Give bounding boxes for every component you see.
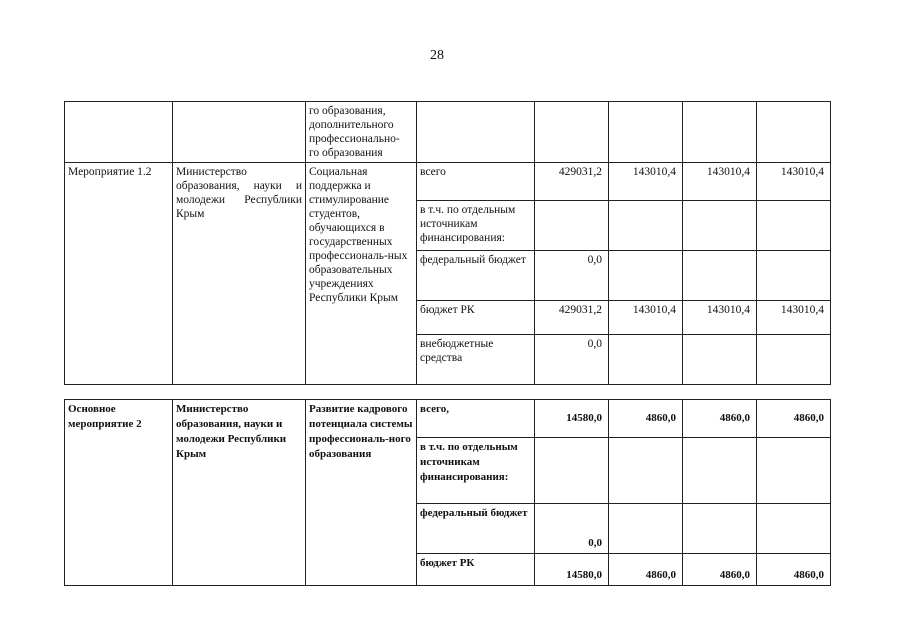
value-cell: [535, 201, 609, 251]
executor-cell: Министерство образования, науки и молодежи Республики Крым: [173, 400, 306, 586]
event-name-cell: Развитие кадрового потенциала системы профессиональ-ного образования: [306, 400, 417, 586]
source-cell: всего: [417, 163, 535, 201]
value-cell: [683, 251, 757, 301]
value-cell: 4860,0: [609, 554, 683, 586]
value-cell: 429031,2: [535, 163, 609, 201]
value-cell: 143010,4: [757, 301, 831, 335]
value-cell: [683, 438, 757, 504]
value-cell: 0,0: [535, 251, 609, 301]
continuation-text: го образования, дополнительного профессионально- го образования: [306, 102, 417, 163]
value-cell: [757, 504, 831, 554]
source-cell: федеральный бюджет: [417, 251, 535, 301]
source-cell: в т.ч. по отдельным источникам финансирования:: [417, 201, 535, 251]
value-cell: [609, 504, 683, 554]
value-cell: [609, 251, 683, 301]
source-cell: бюджет РК: [417, 554, 535, 586]
value-cell: [609, 335, 683, 385]
value-cell: [535, 438, 609, 504]
page-number: 28: [430, 48, 444, 63]
value-cell: 429031,2: [535, 301, 609, 335]
value-cell: 143010,4: [683, 301, 757, 335]
value-cell: [683, 201, 757, 251]
value-cell: [609, 438, 683, 504]
value-cell: 143010,4: [683, 163, 757, 201]
source-cell: внебюджетные средства: [417, 335, 535, 385]
funding-table-event-1-2: [64, 101, 831, 385]
source-cell: федеральный бюджет: [417, 504, 535, 554]
funding-table-main-event-2: [64, 399, 831, 586]
table-row: [65, 400, 831, 438]
value-cell: 143010,4: [609, 301, 683, 335]
executor-cell: Министерство образования, науки и молодежи Республики Крым: [173, 163, 306, 385]
value-cell: [757, 201, 831, 251]
continuation-row: [65, 102, 831, 163]
value-cell: 143010,4: [757, 163, 831, 201]
source-cell: в т.ч. по отдельным источникам финансирования:: [417, 438, 535, 504]
source-cell: бюджет РК: [417, 301, 535, 335]
event-cell: Основное мероприятие 2: [65, 400, 173, 586]
value-cell: 0,0: [535, 504, 609, 554]
value-cell: [683, 504, 757, 554]
value-cell: 14580,0: [535, 400, 609, 438]
value-cell: 4860,0: [757, 400, 831, 438]
value-cell: [683, 335, 757, 385]
value-cell: [757, 438, 831, 504]
value-cell: 0,0: [535, 335, 609, 385]
value-cell: 4860,0: [757, 554, 831, 586]
table-row: [65, 163, 831, 201]
source-cell: всего,: [417, 400, 535, 438]
value-cell: 4860,0: [683, 554, 757, 586]
value-cell: [609, 201, 683, 251]
value-cell: [757, 251, 831, 301]
value-cell: 143010,4: [609, 163, 683, 201]
value-cell: 4860,0: [609, 400, 683, 438]
value-cell: [757, 335, 831, 385]
event-cell: Мероприятие 1.2: [65, 163, 173, 385]
event-name-cell: Социальная поддержка и стимулирование студентов, обучающихся в государственных профессиональ-ных образовательных учреждениях Республики Крым: [306, 163, 417, 385]
value-cell: 14580,0: [535, 554, 609, 586]
value-cell: 4860,0: [683, 400, 757, 438]
